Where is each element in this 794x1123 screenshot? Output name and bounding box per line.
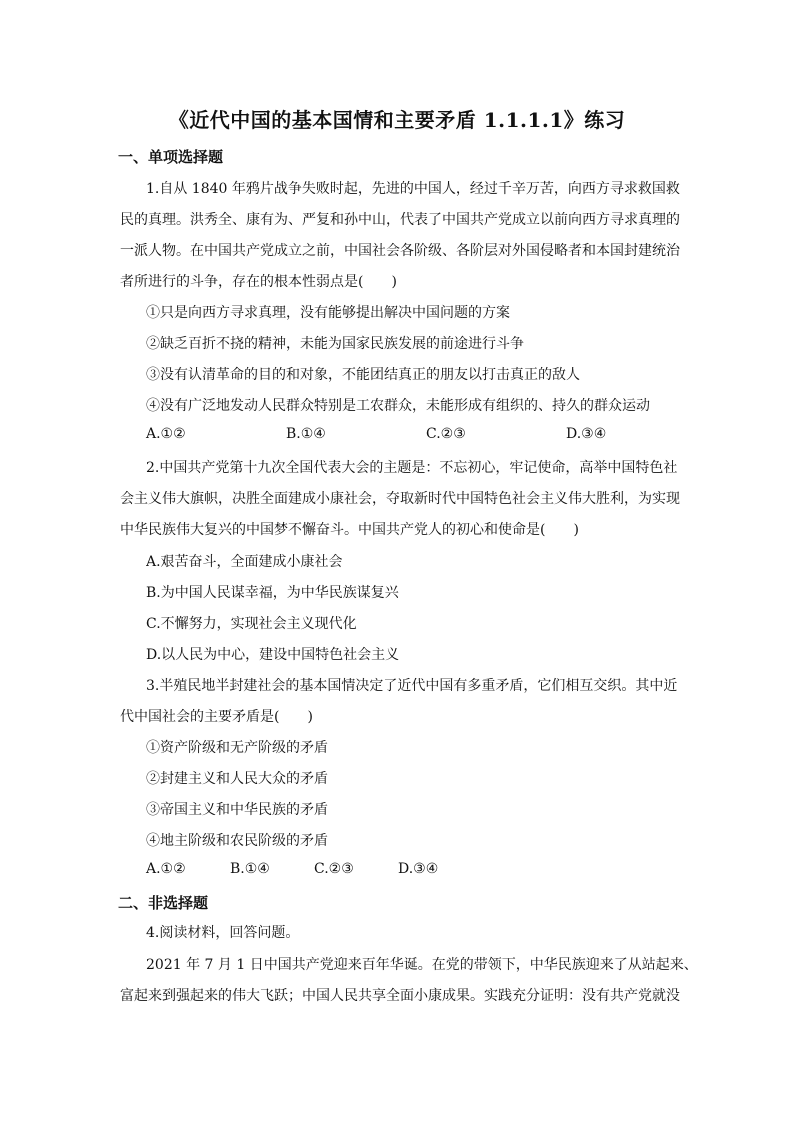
q4-line-2: 2021 年 7 月 1 日中国共产党迎来百年华诞。在党的带领下，中华民族迎来了从站起来、 — [146, 957, 698, 973]
q3-options — [146, 861, 438, 877]
q1-item-4: ④没有广泛地发动人民群众特别是工农群众，未能形成有组织的、持久的群众运动 — [146, 398, 650, 414]
document-title: 《近代中国的基本国情和主要矛盾 1.1.1.1》练习 — [168, 108, 626, 132]
q3-option-d: D.③④ — [398, 861, 439, 877]
q4-line-3: 富起来到强起来的伟大飞跃；中国人民共享全面小康成果。实践充分证明：没有共产党就没 — [120, 988, 680, 1004]
q3-item-2: ②封建主义和人民大众的矛盾 — [146, 771, 328, 787]
q1-line-4: 者所进行的斗争，存在的根本性弱点是( ) — [120, 274, 397, 290]
q3-line-2: 代中国社会的主要矛盾是( ) — [120, 709, 313, 725]
q2-option-b: B.为中国人民谋幸福，为中华民族谋复兴 — [146, 585, 399, 601]
q1-option-a: A.①② — [146, 426, 186, 442]
q1-line-2: 民的真理。洪秀全、康有为、严复和孙中山，代表了中国共产党成立以前向西方寻求真理的 — [120, 212, 680, 228]
q1-item-2: ②缺乏百折不挠的精神，未能为国家民族发展的前途进行斗争 — [146, 336, 524, 352]
q3-item-3: ③帝国主义和中华民族的矛盾 — [146, 802, 328, 818]
q1-line-1: 1.自从 1840 年鸦片战争失败时起，先进的中国人，经过千辛万苦，向西方寻求救国救 — [146, 181, 680, 197]
q2-option-a: A.艰苦奋斗，全面建成小康社会 — [146, 554, 343, 570]
q1-option-c: C.②③ — [426, 426, 466, 442]
q1-option-b: B.①④ — [286, 426, 326, 442]
section-heading-non-choice: 二、非选择题 — [118, 894, 209, 912]
q4-line-1: 4.阅读材料，回答问题。 — [146, 925, 300, 941]
q1-item-1: ①只是向西方寻求真理，没有能够提出解决中国问题的方案 — [146, 305, 510, 321]
q2-option-d: D.以人民为中心，建设中国特色社会主义 — [146, 647, 400, 663]
q2-line-3: 中华民族伟大复兴的中国梦不懈奋斗。中国共产党人的初心和使命是( ) — [120, 522, 579, 538]
q3-option-b: B.①④ — [230, 861, 270, 877]
q3-item-4: ④地主阶级和农民阶级的矛盾 — [146, 833, 328, 849]
q1-options — [146, 426, 606, 442]
q2-option-c: C.不懈努力，实现社会主义现代化 — [146, 616, 357, 632]
q3-line-1: 3.半殖民地半封建社会的基本国情决定了近代中国有多重矛盾，它们相互交织。其中近 — [146, 678, 678, 694]
q1-item-3: ③没有认清革命的目的和对象，不能团结真正的朋友以打击真正的敌人 — [146, 367, 580, 383]
q2-line-2: 会主义伟大旗帜，决胜全面建成小康社会，夺取新时代中国特色社会主义伟大胜利，为实现 — [120, 491, 680, 507]
q3-option-c: C.②③ — [314, 861, 354, 877]
q3-item-1: ①资产阶级和无产阶级的矛盾 — [146, 740, 328, 756]
q2-line-1: 2.中国共产党第十九次全国代表大会的主题是：不忘初心，牢记使命，高举中国特色社 — [146, 460, 678, 476]
section-heading-single-choice: 一、单项选择题 — [118, 148, 224, 166]
q1-line-3: 一派人物。在中国共产党成立之前，中国社会各阶级、各阶层对外国侵略者和本国封建统治 — [120, 243, 680, 259]
q1-option-d: D.③④ — [566, 426, 607, 442]
q3-option-a: A.①② — [146, 861, 186, 877]
